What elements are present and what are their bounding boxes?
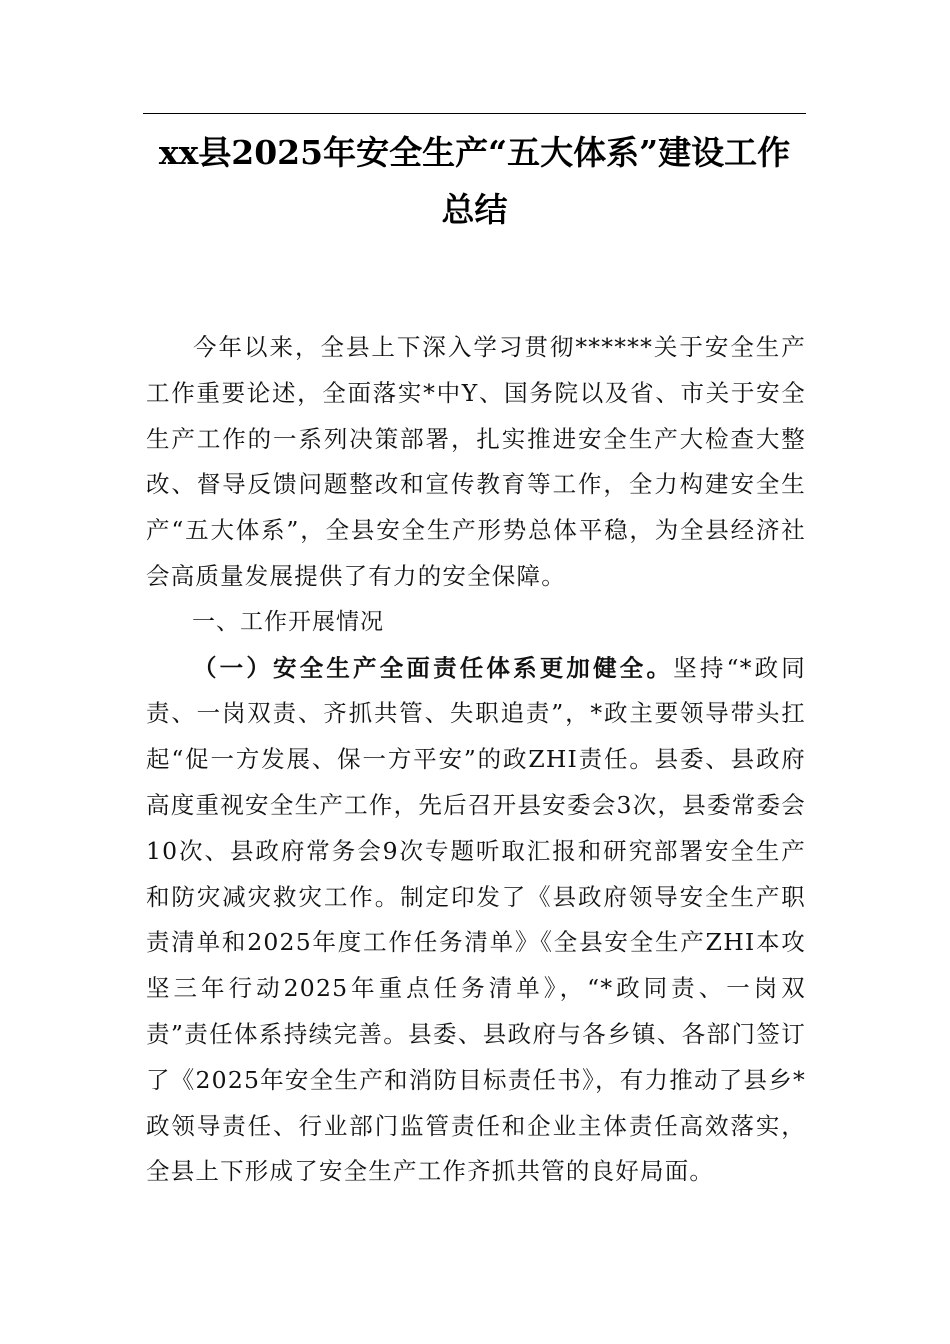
subsection-heading: （一）安全生产全面责任体系更加健全。 [193, 653, 674, 682]
subsection-text: 坚持“*政同责、一岗双责、齐抓共管、失职追责”，*政主要领导带头扛起“促一方发展、保一方平安”的政ZHI责任。县委、县政府高度重视安全生产工作，先后召开县安委会3次，县委常委会10次、县政府常务会9次专题听取汇报和研究部署安全生产和防灾减灾救灾工作。制定印发了《县政府领导安全生产职责清单和2025年度工作任务清单》《全县安全生产ZHI本攻坚三年行动2025年重点任务清单》，“*政同责、一岗双责”责任体系持续完善。县委、县政府与各乡镇、各部门签订了《2025年安全生产和消防目标责任书》，有力推动了县乡*政领导责任、行业部门监管责任和企业主体责任高效落实，全县上下形成了安全生产工作齐抓共管的良好局面。 [146, 653, 806, 1186]
document-body [146, 325, 806, 1195]
section-heading: 一、工作开展情况 [192, 608, 384, 635]
top-rule-divider [143, 113, 806, 114]
intro-paragraph: 今年以来，全县上下深入学习贯彻******关于安全生产工作重要论述，全面落实*中Y、国务院以及省、市关于安全生产工作的一系列决策部署，扎实推进安全生产大检查大整改、督导反馈问题整改和宣传教育等工作，全力构建安全生产“五大体系”，全县安全生产形势总体平稳，为全县经济社会高质量发展提供了有力的安全保障。 [146, 333, 806, 590]
document-title: xx县2025年安全生产“五大体系”建设工作总结 [158, 133, 791, 229]
subsection-paragraph [146, 646, 806, 1196]
